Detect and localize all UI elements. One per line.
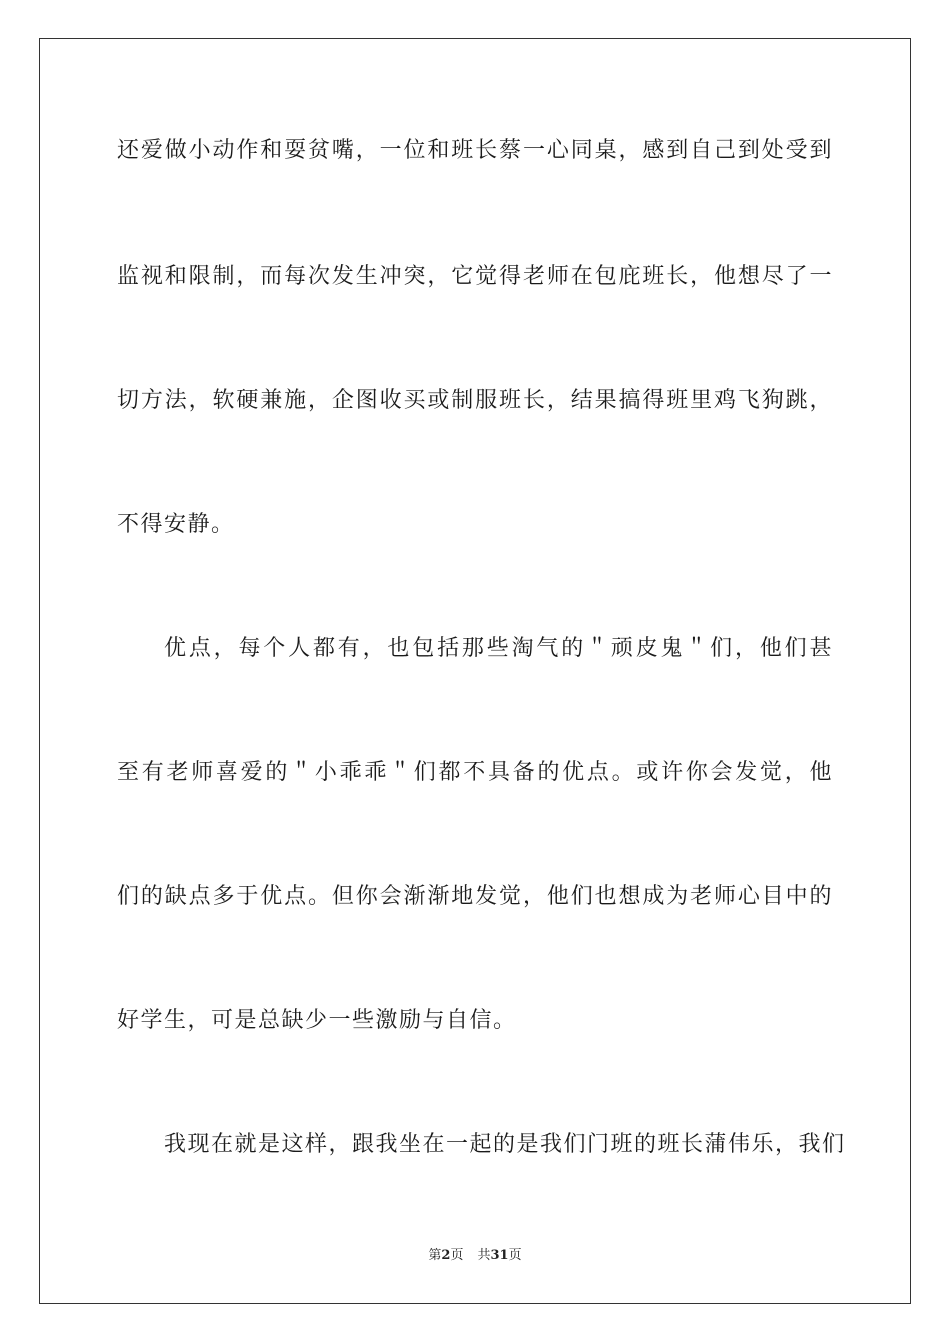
page-prefix: 第 [428,1248,442,1263]
text-line: 好学生，可是总缺少一些激励与自信。 [117,1008,517,1033]
paragraph-first-line: 优点，每个人都有，也包括那些淘气的＂顽皮鬼＂们，他们甚 [164,636,833,661]
page-suffix: 页 [450,1248,464,1263]
text-line: 监视和限制，而每次发生冲突，它觉得老师在包庇班长，他想尽了一 [117,264,833,289]
total-suffix: 页 [508,1248,522,1263]
total-pages: 31 [490,1248,509,1263]
text-line: 切方法，软硬兼施，企图收买或制服班长，结果搞得班里鸡飞狗跳， [117,388,833,413]
text-line: 还爱做小动作和耍贫嘴，一位和班长蔡一心同桌，感到自己到处受到 [117,138,833,163]
text-line: 至有老师喜爱的＂小乖乖＂们都不具备的优点。或许你会发觉，他 [117,760,833,785]
paragraph-first-line: 我现在就是这样，跟我坐在一起的是我们门班的班长蒲伟乐，我们 [164,1132,846,1157]
page-number: 2 [441,1248,451,1263]
total-prefix: 共 [477,1248,491,1263]
text-line: 们的缺点多于优点。但你会渐渐地发觉，他们也想成为老师心目中的 [117,884,833,909]
page-border [39,38,911,1304]
text-line: 不得安静。 [117,512,235,537]
page-footer [0,1247,950,1265]
